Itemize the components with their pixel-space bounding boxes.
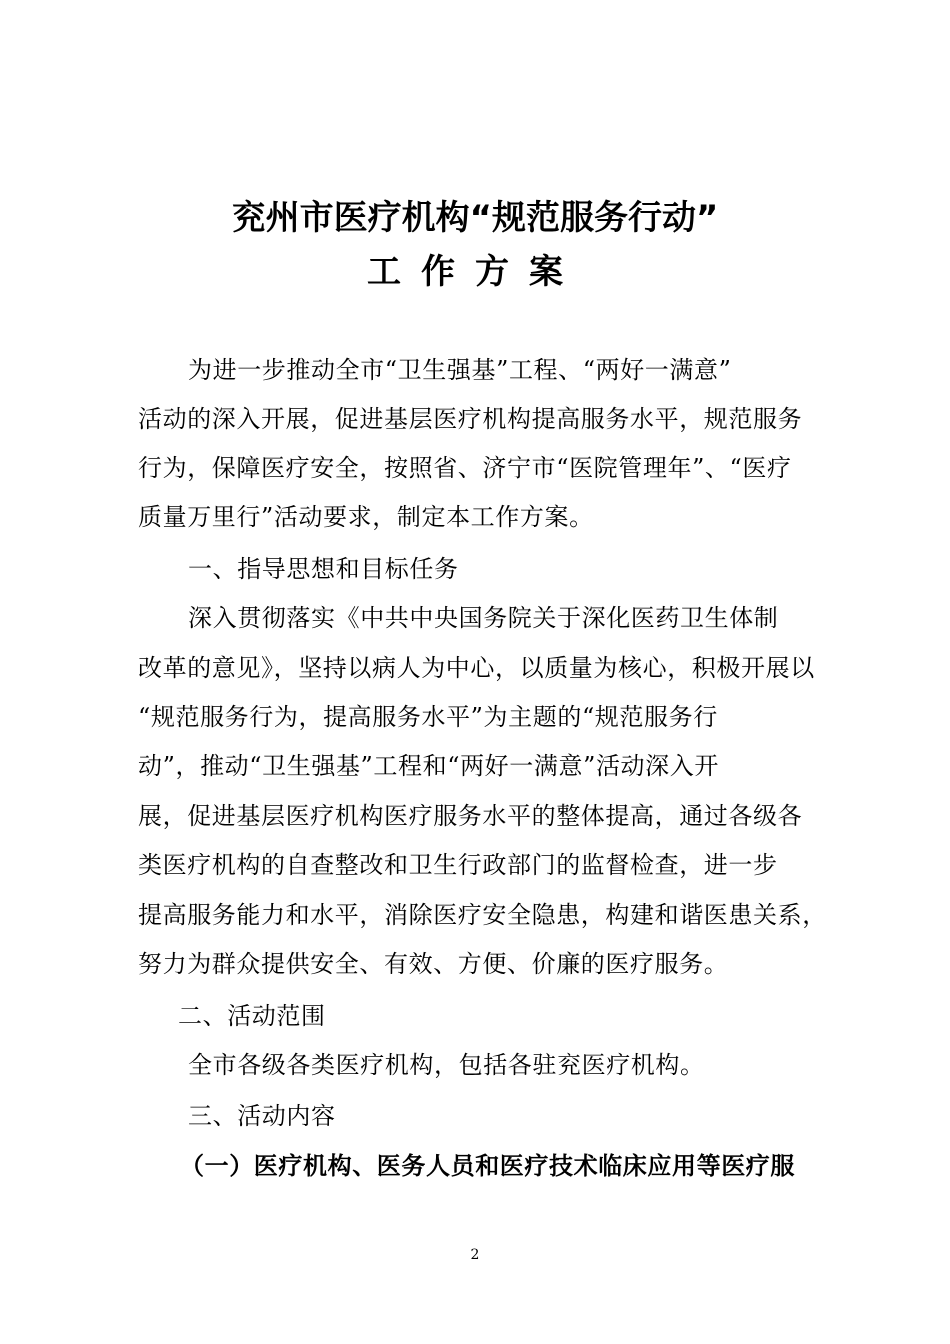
paragraph-line: 改革的意见》，坚持以病人为中心，以质量为核心，积极开展以	[138, 654, 815, 682]
paragraph-line: 活动的深入开展，促进基层医疗机构提高服务水平，规范服务	[138, 405, 803, 433]
document-title-line2: 工作方案	[367, 252, 583, 292]
paragraph-line: 动”，推动“卫生强基”工程和“两好一满意”活动深入开	[138, 752, 719, 780]
page-number: 2	[470, 1247, 480, 1263]
paragraph-line: 提高服务能力和水平，消除医疗安全隐患，构建和谐医患关系，	[138, 901, 827, 929]
subsection-heading-1: （一）医疗机构、医务人员和医疗技术临床应用等医疗服	[180, 1152, 795, 1180]
paragraph-line: 全市各级各类医疗机构，包括各驻兖医疗机构。	[188, 1051, 705, 1079]
paragraph-line: 质量万里行”活动要求，制定本工作方案。	[138, 503, 594, 531]
paragraph-line: “规范服务行为，提高服务水平”为主题的“规范服务行	[138, 703, 718, 731]
paragraph-line: 深入贯彻落实《中共中央国务院关于深化医药卫生体制	[188, 604, 779, 632]
section-heading-3: 三、活动内容	[188, 1102, 336, 1130]
paragraph-line: 努力为群众提供安全、有效、方便、价廉的医疗服务。	[138, 950, 729, 978]
section-heading-2: 二、活动范围	[178, 1002, 326, 1030]
paragraph-line: 类医疗机构的自查整改和卫生行政部门的监督检查，进一步	[138, 851, 778, 879]
section-heading-1: 一、指导思想和目标任务	[188, 555, 459, 583]
document-title-line1: 兖州市医疗机构“规范服务行动”	[231, 198, 719, 238]
paragraph-line: 为进一步推动全市“卫生强基”工程、“两好一满意”	[188, 356, 732, 384]
paragraph-line: 行为，保障医疗安全，按照省、济宁市“医院管理年”、“医疗	[138, 454, 792, 482]
paragraph-line: 展，促进基层医疗机构医疗服务水平的整体提高，通过各级各	[138, 802, 803, 830]
